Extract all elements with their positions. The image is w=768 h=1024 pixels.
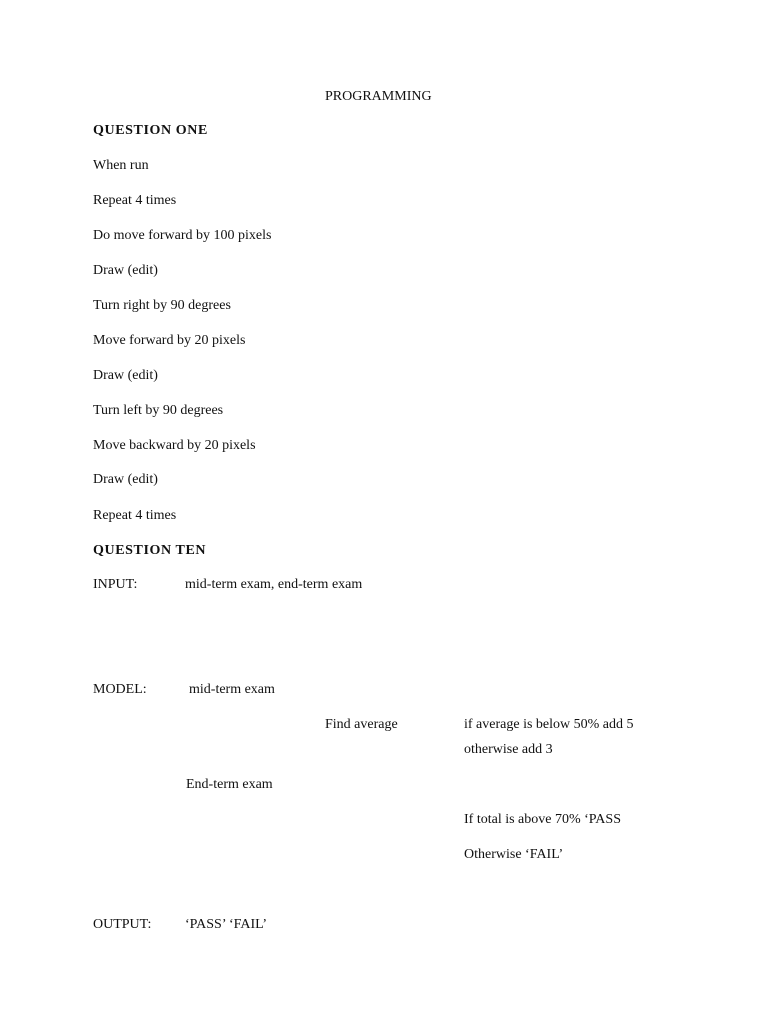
- output-label: OUTPUT:: [93, 917, 152, 932]
- input-label: INPUT:: [93, 577, 138, 592]
- q1-line-turn-left: Turn left by 90 degrees: [93, 403, 224, 418]
- q1-line-move-forward-100: Do move forward by 100 pixels: [93, 228, 272, 243]
- q1-line-move-forward-20: Move forward by 20 pixels: [93, 333, 246, 348]
- q1-line-draw: Draw (edit): [93, 263, 158, 278]
- q1-line-repeat: Repeat 4 times: [93, 508, 177, 523]
- average-rule-line1: if average is below 50% add 5: [464, 717, 634, 732]
- q1-line-when-run: When run: [93, 158, 149, 173]
- model-endterm: End-term exam: [186, 777, 273, 792]
- q1-line-move-backward: Move backward by 20 pixels: [93, 438, 256, 453]
- input-value: mid-term exam, end-term exam: [185, 577, 363, 592]
- q1-line-draw: Draw (edit): [93, 368, 158, 383]
- model-midterm: mid-term exam: [189, 682, 275, 697]
- q1-line-draw: Draw (edit): [93, 472, 158, 487]
- q1-line-repeat: Repeat 4 times: [93, 193, 177, 208]
- output-value: ‘PASS’ ‘FAIL’: [185, 917, 268, 932]
- q1-line-turn-right: Turn right by 90 degrees: [93, 298, 231, 313]
- average-rule-line2: otherwise add 3: [464, 742, 553, 757]
- find-average: Find average: [325, 717, 398, 732]
- fail-rule: Otherwise ‘FAIL’: [464, 847, 564, 862]
- question-one-heading: QUESTION ONE: [93, 123, 208, 138]
- pass-rule: If total is above 70% ‘PASS: [464, 812, 621, 827]
- model-label: MODEL:: [93, 682, 147, 697]
- question-ten-heading: QUESTION TEN: [93, 543, 207, 558]
- document-title: PROGRAMMING: [325, 89, 432, 104]
